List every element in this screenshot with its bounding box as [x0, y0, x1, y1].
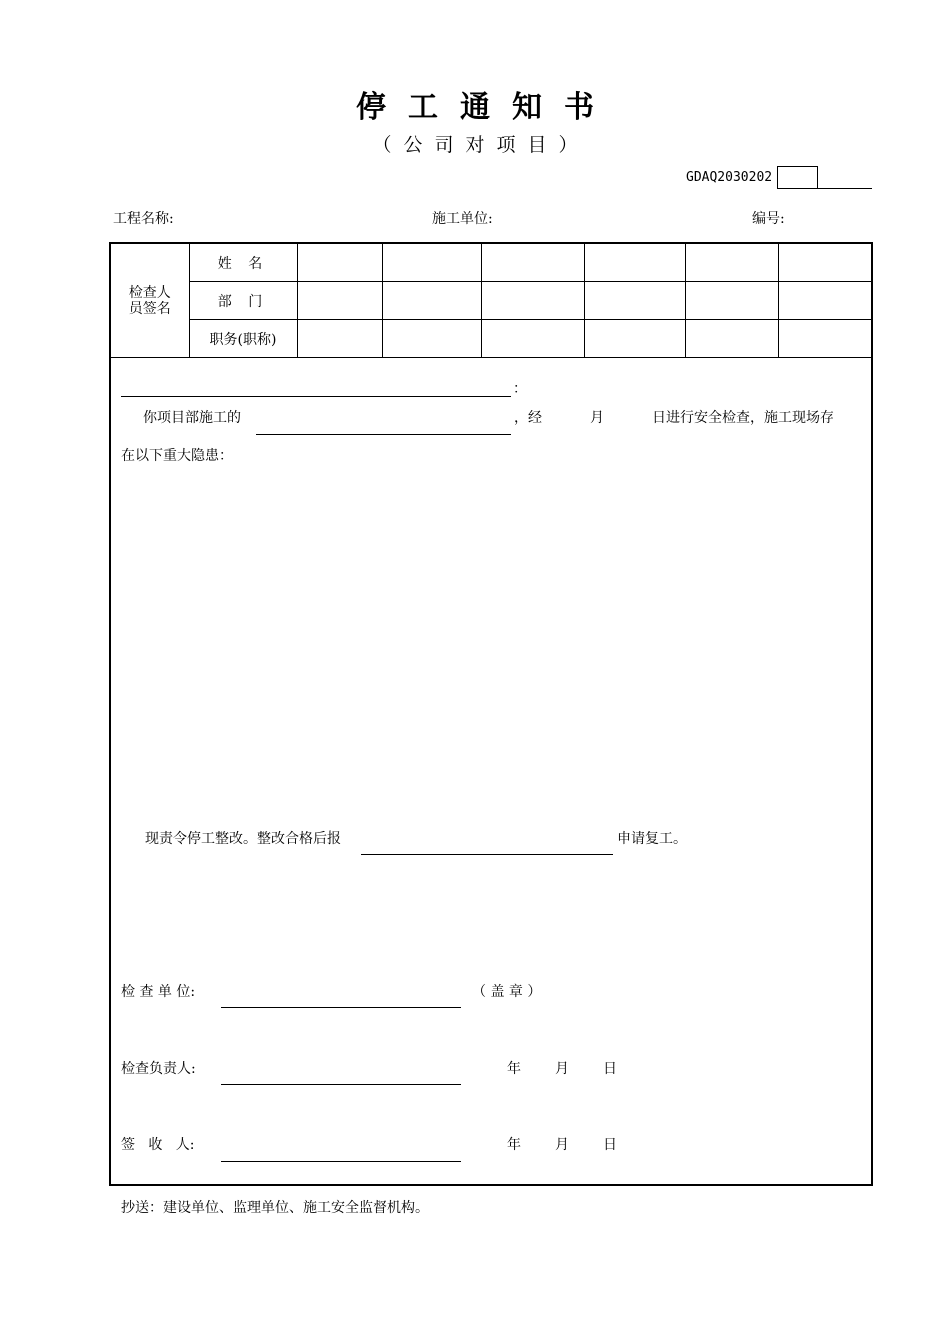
report-to-field[interactable] [362, 822, 612, 852]
document-subtitle: （公司对项目） [372, 134, 590, 156]
form-code-box[interactable] [777, 166, 818, 189]
inspector-signature-text: 检查人员签名 [128, 284, 171, 317]
department-cell[interactable] [778, 282, 871, 320]
position-row-label: 职务(职称) [189, 320, 297, 358]
receiver-day: 日 [603, 1137, 617, 1153]
name-cell[interactable] [382, 244, 481, 282]
inspector-signature-label [111, 244, 189, 358]
form-code-underline [818, 188, 872, 189]
intro-line2: 在以下重大隐患： [121, 448, 233, 464]
inspect-unit-blank[interactable] [221, 1007, 461, 1008]
position-cell[interactable] [382, 320, 481, 358]
name-cell[interactable] [685, 244, 778, 282]
order-suffix: 申请复工。 [617, 831, 687, 847]
inspector-year: 年 [507, 1061, 521, 1077]
receiver-month: 月 [555, 1137, 569, 1153]
intro-after-blank: ，经 [514, 410, 542, 426]
inspector-month: 月 [555, 1061, 569, 1077]
project-name-label: 工程名称: [113, 211, 174, 227]
position-cell[interactable] [778, 320, 871, 358]
intro-rest: 日进行安全检查，施工现场存 [652, 410, 834, 426]
hazards-area[interactable] [118, 470, 868, 810]
department-cell[interactable] [297, 282, 382, 320]
receiver-label: 签 收 人: [121, 1137, 195, 1153]
department-row-label: 部 门 [189, 282, 297, 320]
position-cell[interactable] [685, 320, 778, 358]
position-cell[interactable] [297, 320, 382, 358]
department-cell[interactable] [481, 282, 584, 320]
construction-unit-label: 施工单位: [432, 211, 493, 227]
order-prefix: 现责令停工整改。整改合格后报 [145, 831, 341, 847]
name-cell[interactable] [584, 244, 685, 282]
intro-prefix: 你项目部施工的 [143, 410, 241, 426]
receiver-blank[interactable] [221, 1161, 461, 1162]
addressee-blank[interactable] [121, 396, 511, 397]
report-to-blank [361, 854, 613, 855]
name-cell[interactable] [481, 244, 584, 282]
name-row-label: 姓 名 [189, 244, 297, 282]
number-label: 编号: [752, 211, 785, 227]
name-cell[interactable] [778, 244, 871, 282]
inspector-day: 日 [603, 1061, 617, 1077]
inspect-unit-label: 检 查 单 位: [121, 984, 196, 1000]
table-row [111, 244, 871, 282]
position-cell[interactable] [584, 320, 685, 358]
cc-note: 抄送：建设单位、监理单位、施工安全监督机构。 [121, 1200, 429, 1216]
position-cell[interactable] [481, 320, 584, 358]
receiver-year: 年 [507, 1137, 521, 1153]
document-title: 停工通知书 [356, 90, 616, 125]
table-row [111, 282, 871, 320]
addressee-colon: ： [513, 381, 527, 397]
department-cell[interactable] [584, 282, 685, 320]
department-cell[interactable] [685, 282, 778, 320]
inspector-signature-table [111, 244, 871, 358]
project-work-blank[interactable] [256, 434, 511, 435]
inspector-in-charge-label: 检查负责人: [121, 1061, 196, 1077]
intro-month: 月 [590, 410, 604, 426]
table-row [111, 320, 871, 358]
form-code: GDAQ2030202 [686, 170, 773, 185]
department-cell[interactable] [382, 282, 481, 320]
seal-label: （ 盖 章 ） [472, 984, 542, 1000]
inspector-in-charge-blank[interactable] [221, 1084, 461, 1085]
name-cell[interactable] [297, 244, 382, 282]
